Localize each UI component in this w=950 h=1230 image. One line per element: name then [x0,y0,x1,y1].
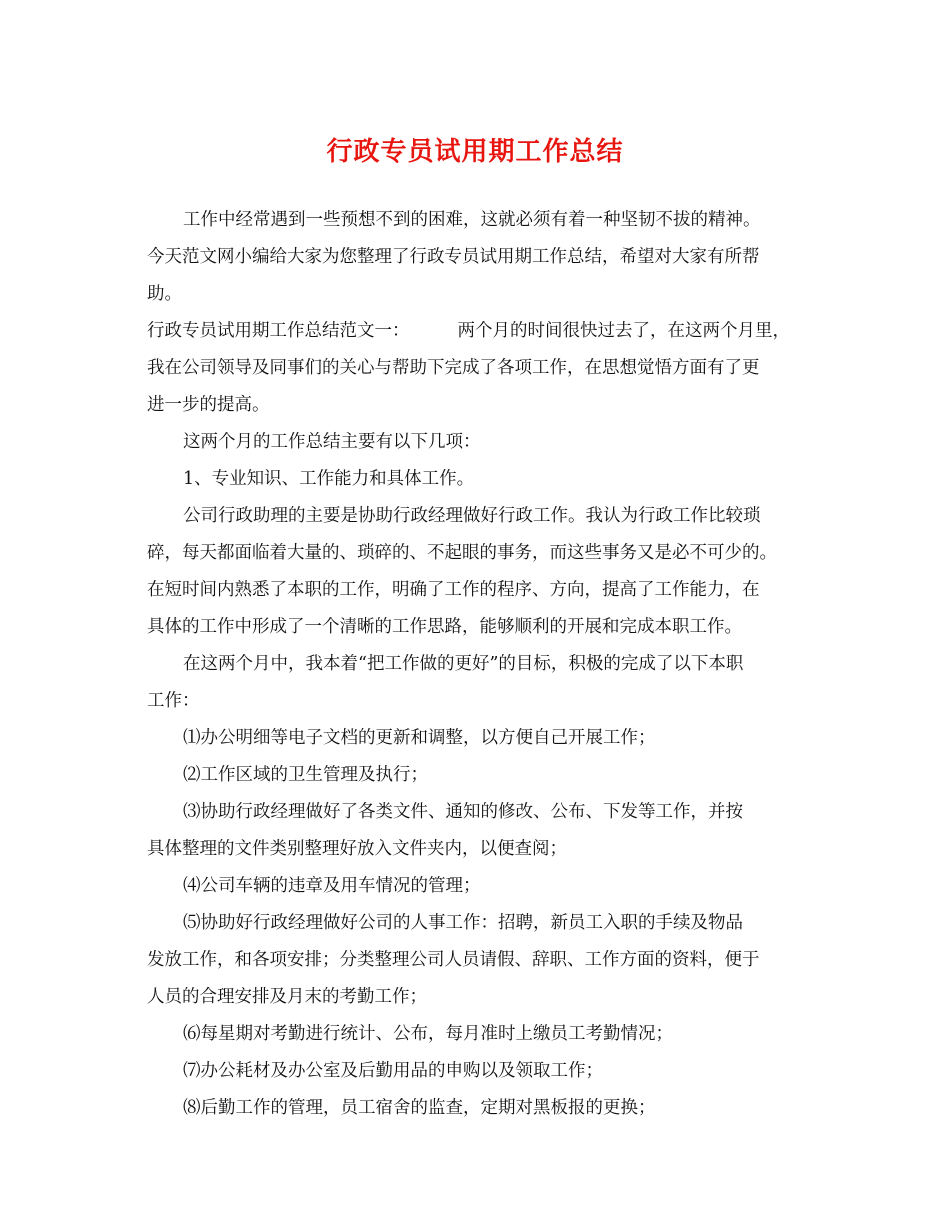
list-item: ⑷公司车辆的违章及用车情况的管理； [183,876,481,896]
list-item: ⑺办公耗材及办公室及后勤用品的申购以及领取工作； [183,1061,603,1081]
paragraph-line-with-heading [147,319,790,343]
list-item: ⑻后勤工作的管理，员工宿舍的监查，定期对黑板报的更换； [183,1098,656,1118]
paragraph-line: 工作： [147,691,200,711]
list-item: ⑶协助行政经理做好了各类文件、通知的修改、公布、下发等工作，并按 [183,802,743,822]
paragraph-text: 两个月的时间很快过去了，在这两个月里， [457,321,790,341]
list-item-continuation: 具体整理的文件类别整理好放入文件夹内，以便查阅； [147,839,567,859]
list-item: ⑴办公明细等电子文档的更新和调整，以方便自己开展工作； [183,728,656,748]
paragraph-line: 这两个月的工作总结主要有以下几项： [183,432,481,452]
list-item-continuation: 人员的合理安排及月末的考勤工作； [147,987,427,1007]
list-item: ⑵工作区域的卫生管理及执行； [183,765,428,785]
paragraph-line: 助。 [147,284,182,304]
list-item: ⑸协助好行政经理做好公司的人事工作：招聘，新员工入职的手续及物品 [183,913,743,933]
paragraph-line: 我在公司领导及同事们的关心与帮助下完成了各项工作，在思想觉悟方面有了更 [147,358,760,378]
sample-heading: 行政专员试用期工作总结范文一： [147,321,410,341]
paragraph-line: 工作中经常遇到一些预想不到的困难，这就必须有着一种坚韧不拔的精神。 [183,210,761,230]
paragraph-line: 公司行政助理的主要是协助行政经理做好行政工作。我认为行政工作比较琐 [183,506,761,526]
list-item-continuation: 发放工作，和各项安排；分类整理公司人员请假、辞职、工作方面的资料，便于 [147,950,760,970]
list-item: ⑹每星期对考勤进行统计、公布，每月准时上缴员工考勤情况； [183,1024,673,1044]
paragraph-line: 今天范文网小编给大家为您整理了行政专员试用期工作总结，希望对大家有所帮 [147,247,760,267]
section-heading: 1、专业知识、工作能力和具体工作。 [183,469,475,489]
paragraph-line: 碎，每天都面临着大量的、琐碎的、不起眼的事务，而这些事务又是必不可少的。 [147,543,777,563]
paragraph-line: 在短时间内熟悉了本职的工作，明确了工作的程序、方向，提高了工作能力，在 [147,580,760,600]
paragraph-line: 进一步的提高。 [147,395,270,415]
document-title: 行政专员试用期工作总结 [326,137,624,167]
paragraph-line: 具体的工作中形成了一个清晰的工作思路，能够顺利的开展和完成本职工作。 [147,617,742,637]
paragraph-line: 在这两个月中，我本着“把工作做的更好”的目标，积极的完成了以下本职 [183,654,744,674]
